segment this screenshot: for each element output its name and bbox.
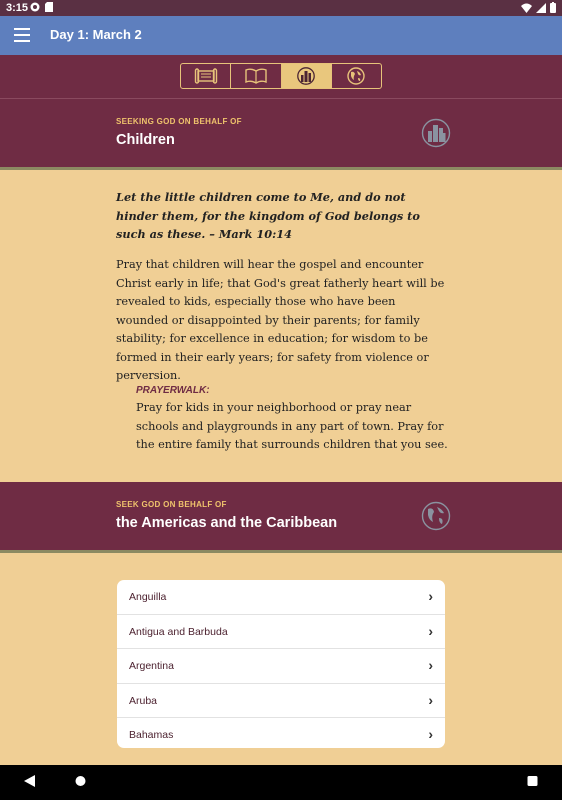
chevron-right-icon: ›: [428, 657, 433, 674]
tab-globe[interactable]: [332, 64, 381, 88]
scroll-icon: [194, 68, 218, 84]
city-icon: [421, 118, 451, 148]
chevron-right-icon: ›: [428, 588, 433, 604]
sd-card-icon: [44, 2, 54, 12]
tab-book[interactable]: [231, 64, 281, 88]
scripture-verse: Let the little children come to Me, and do not hinder them, for the kingdom of God belongs to such as these. – Mark 10:14: [116, 190, 420, 241]
status-time: 3:15: [6, 2, 29, 14]
chevron-right-icon: ›: [428, 622, 433, 639]
section-heading: Children: [116, 132, 175, 148]
signal-icon: [536, 3, 546, 13]
country-name: Anguilla: [129, 591, 167, 603]
prayer-paragraph: Pray that children will hear the gospel and encounter Christ early in life; that God's great fatherly heart will be revealed to kids, especially those who have been wounded or disappointed by their parents; for family stability; for excellence in education; for wisdom to be formed in their early years; for safety from violence or perversion.: [116, 258, 445, 382]
globe-icon: [421, 501, 451, 531]
section-header-americas: [0, 482, 562, 553]
recents-icon[interactable]: [527, 775, 538, 787]
list-item[interactable]: [117, 684, 445, 719]
home-icon[interactable]: [75, 775, 86, 787]
page-title: Day 1: March 2: [50, 27, 142, 42]
list-item[interactable]: [117, 649, 445, 684]
country-name: Bahamas: [129, 729, 174, 742]
section-header-children: [0, 99, 562, 170]
list-item[interactable]: [117, 718, 445, 748]
prayerwalk-text: Pray for kids in your neighborhood or pray near schools and playgrounds in any part of town. Pray for the entire family that surrounds children that you see.: [136, 401, 448, 451]
globe-icon: [346, 67, 366, 85]
section-eyebrow: SEEKING GOD ON BEHALF OF: [116, 117, 242, 126]
tab-city[interactable]: [282, 64, 332, 88]
section-heading: the Americas and the Caribbean: [116, 515, 338, 531]
city-icon: [296, 67, 316, 85]
country-list: [117, 580, 445, 748]
list-item[interactable]: [117, 580, 445, 615]
country-name: Argentina: [129, 660, 174, 673]
tab-scroll[interactable]: [181, 64, 231, 88]
tab-strip: [0, 55, 562, 99]
country-name: Antigua and Barbuda: [129, 625, 228, 638]
battery-icon: [550, 2, 556, 13]
chevron-right-icon: ›: [428, 691, 433, 708]
section-tabs: [180, 63, 382, 89]
section-eyebrow: SEEK GOD ON BEHALF OF: [116, 500, 227, 509]
back-icon[interactable]: [24, 775, 35, 787]
status-bar: [0, 0, 562, 16]
prayerwalk-label: PRAYERWALK:: [136, 385, 210, 396]
hamburger-menu-icon[interactable]: [14, 28, 30, 42]
system-nav-bar: [0, 765, 562, 800]
wifi-icon: [521, 3, 532, 13]
app-notification-icon: [30, 2, 40, 12]
chevron-right-icon: ›: [428, 726, 433, 743]
open-book-icon: [244, 68, 268, 84]
list-item[interactable]: [117, 615, 445, 650]
app-bar: [0, 16, 562, 55]
country-name: Aruba: [129, 694, 158, 707]
